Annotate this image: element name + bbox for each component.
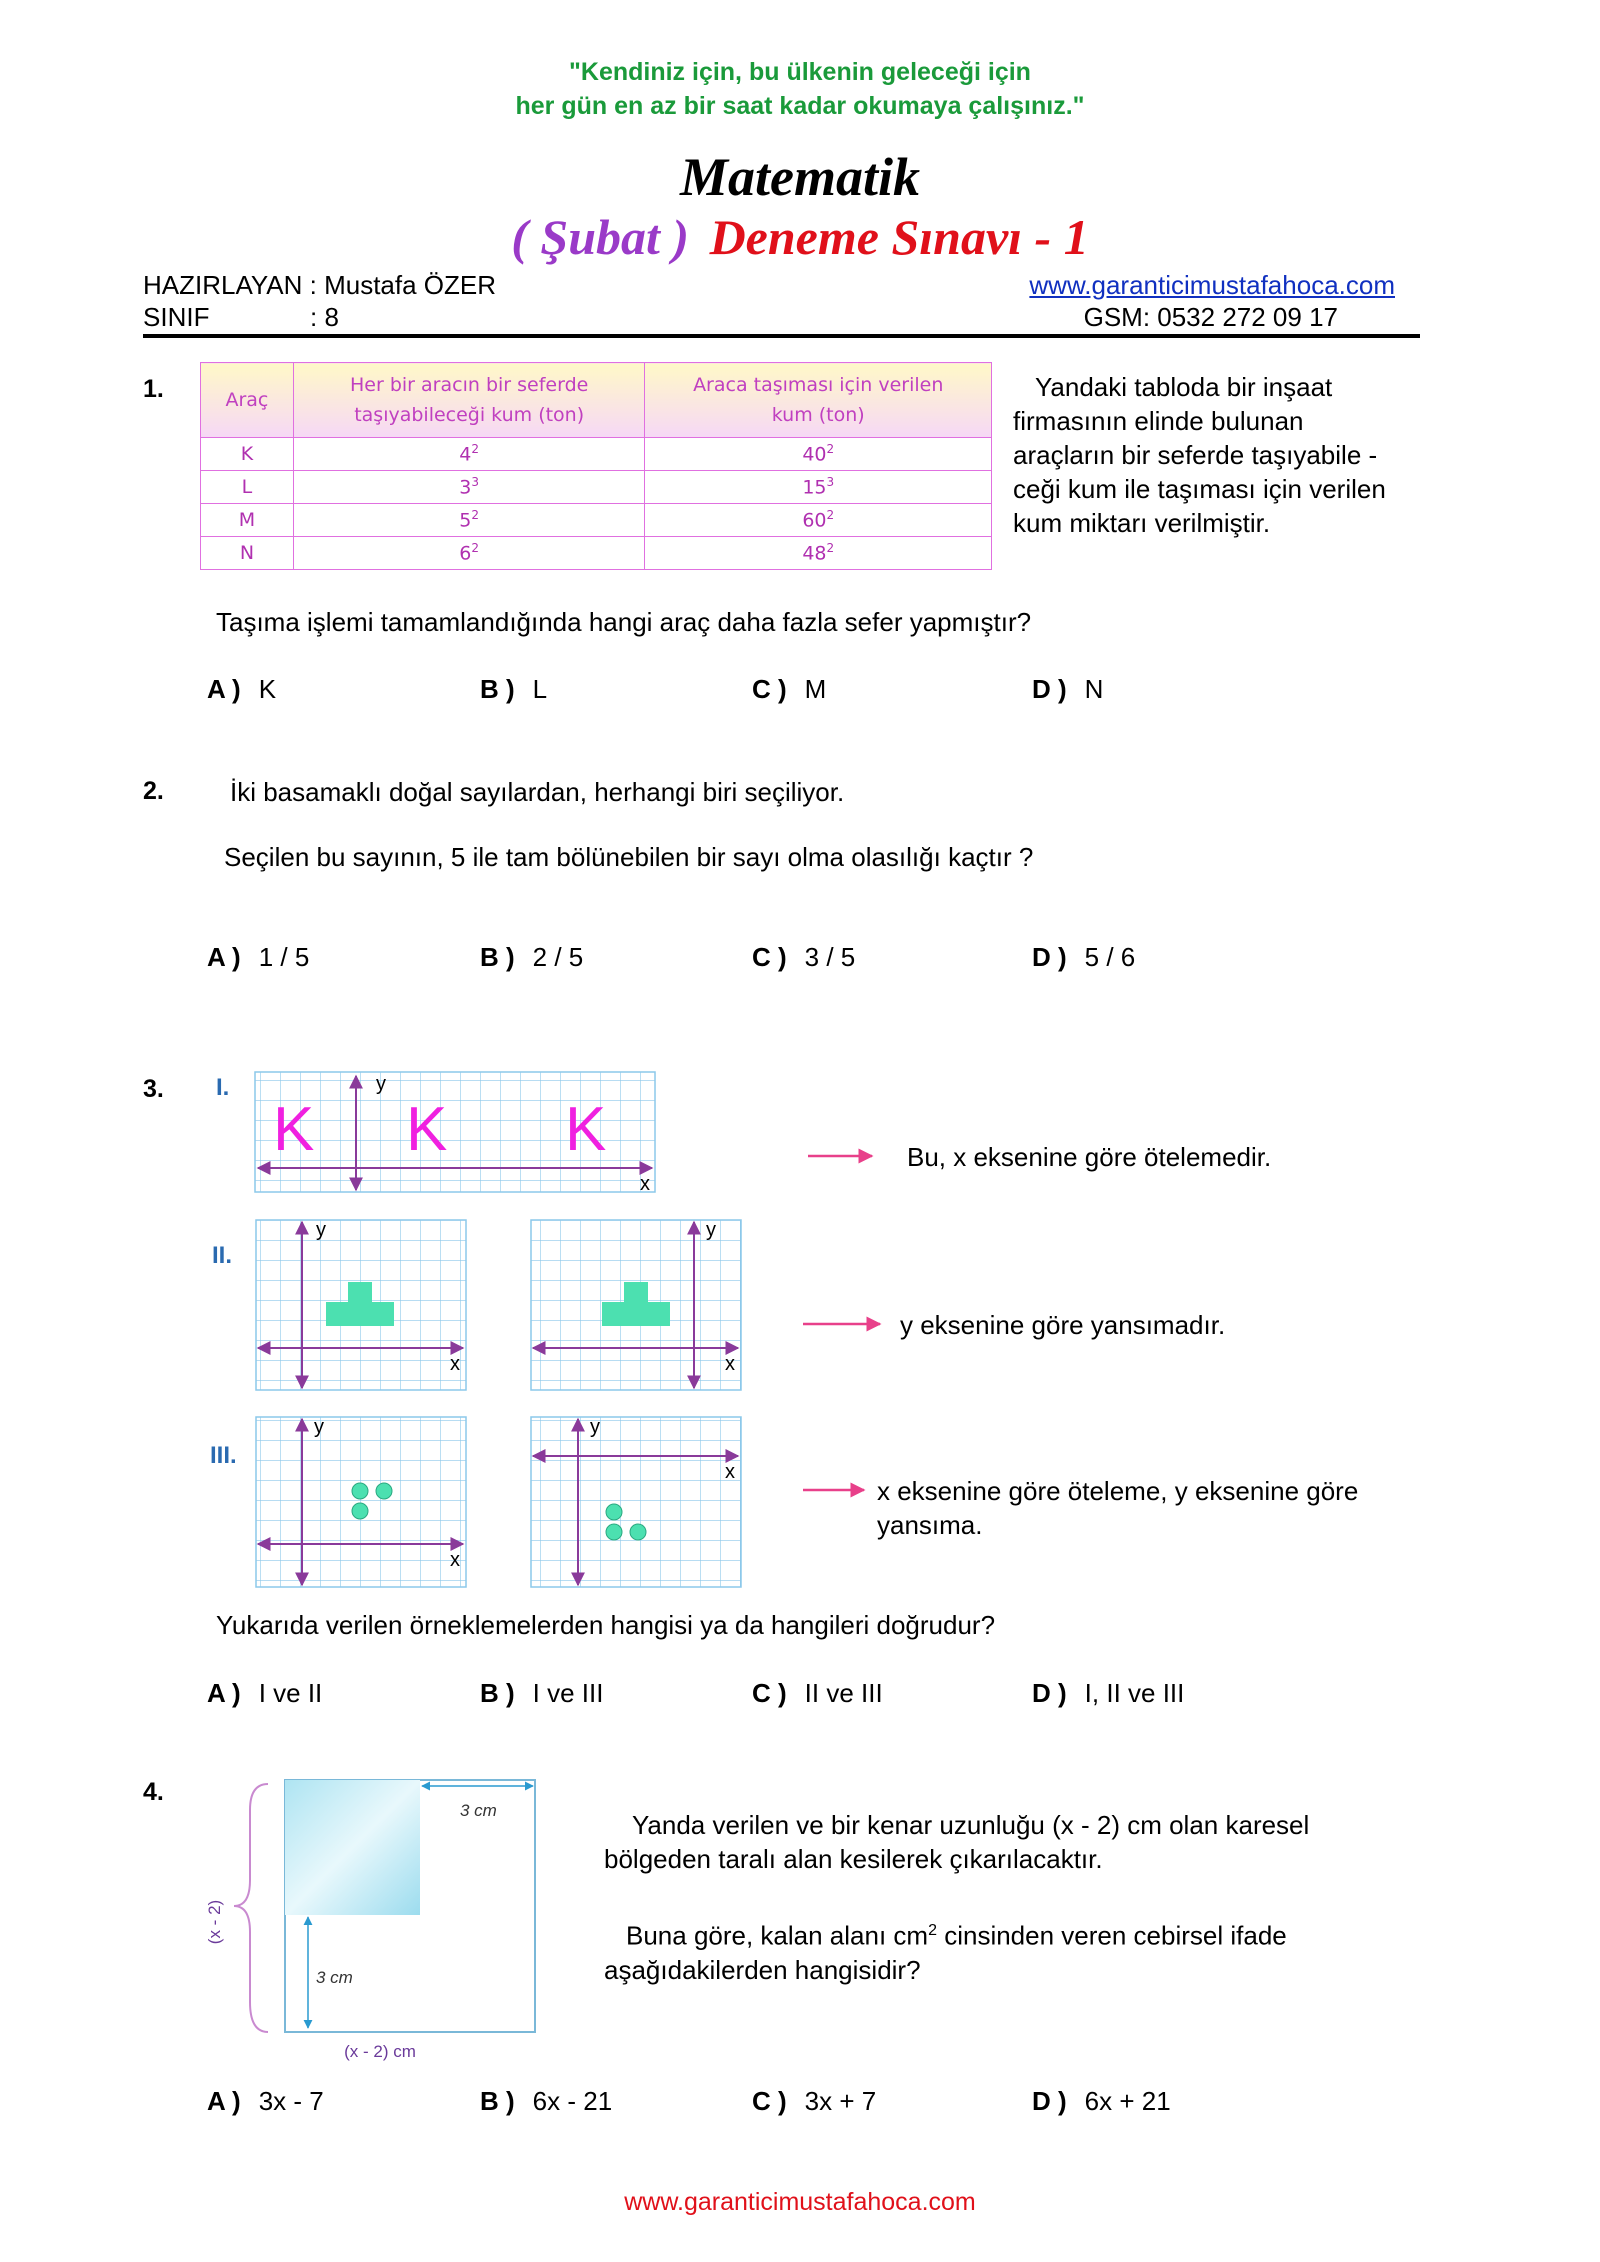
q4-text	[604, 1808, 1309, 1987]
q1-option-b[interactable]: B ) L	[480, 674, 548, 704]
q1-cell-given: $60^2$	[645, 504, 992, 537]
q2-option-c[interactable]: C ) 3 / 5	[752, 942, 856, 972]
q1-cell-arac: K	[201, 438, 294, 471]
q3-grid-2a	[256, 1219, 466, 1390]
q3-letter-k: K	[565, 1095, 607, 1164]
q2-option-d[interactable]: D ) 5 / 6	[1032, 942, 1136, 972]
q1-desc-line: kum miktarı verilmiştir.	[1013, 508, 1271, 538]
q4-option-d[interactable]: D ) 6x + 21	[1032, 2086, 1171, 2116]
q3-grid-3b	[531, 1416, 741, 1587]
footer-website-link[interactable]: www.garanticimustafahoca.com	[624, 2188, 976, 2216]
q1-desc-line: araçların bir seferde taşıyabile -	[1013, 440, 1378, 470]
q1-cell-arac: N	[201, 537, 294, 570]
grade-value: : 8	[310, 302, 339, 332]
q2-text-2: Seçilen bu sayının, 5 ile tam bölünebilen bir sayı olma olasılığı kaçtır ?	[224, 842, 1034, 872]
q4-shaded-area	[285, 1780, 420, 1915]
q3-letter-k: K	[273, 1095, 315, 1164]
motto-line-2: her gün en az bir saat kadar okumaya çalışınız."	[515, 92, 1085, 120]
q1-cell-given: $48^2$	[645, 537, 992, 570]
q1-header-arac: Araç	[201, 363, 294, 438]
q4-text-line: Yanda verilen ve bir kenar uzunluğu (x - 2) cm olan karesel	[632, 1810, 1310, 1840]
exam-name: Deneme Sınavı - 1	[709, 209, 1089, 265]
q1-cell-capacity: $6^2$	[293, 537, 645, 570]
q1-option-a[interactable]: A ) K	[207, 674, 277, 704]
q4-bottom-label: (x - 2) cm	[344, 2042, 416, 2061]
q3-axis-y-label: y	[706, 1219, 716, 1241]
q1-option-d[interactable]: D ) N	[1032, 674, 1104, 704]
q3-option-d[interactable]: D ) I, II ve III	[1032, 1678, 1185, 1708]
q1-desc-line: Yandaki tabloda bir inşaat	[1035, 372, 1333, 402]
q1-cell-capacity: $5^2$	[293, 504, 645, 537]
q2-text-1: İki basamaklı doğal sayılardan, herhangi biri seçiliyor.	[230, 777, 845, 807]
q1-desc-line: ceği kum ile taşıması için verilen	[1013, 474, 1386, 504]
q1-cell-given: $40^2$	[645, 438, 992, 471]
q3-grid-3a	[256, 1416, 466, 1587]
q3-statement-3: x eksenine göre öteleme, y eksenine göre	[877, 1476, 1359, 1506]
q1-cell-arac: L	[201, 471, 294, 504]
q3-axis-y-label: y	[590, 1416, 600, 1438]
q4-dim-label: 3 cm	[460, 1801, 497, 1820]
q3-roman-3: III.	[210, 1442, 237, 1469]
q1-header-given: Araca taşıması için verilen kum (ton)	[645, 363, 992, 438]
q4-figure	[190, 1770, 570, 2070]
q3-grid-1	[255, 1072, 655, 1195]
q1-cell-capacity: $3^3$	[293, 471, 645, 504]
q4-text-line: aşağıdakilerden hangisidir?	[604, 1954, 921, 1985]
q3-letter-k: K	[406, 1095, 448, 1164]
q4-text-line: bölgeden taralı alan kesilerek çıkarılacaktır.	[604, 1844, 1103, 1874]
exam-month: ( Şubat )	[511, 209, 690, 265]
q1-question: Taşıma işlemi tamamlandığında hangi araç daha fazla sefer yapmıştır?	[216, 607, 1032, 637]
q3-question: Yukarıda verilen örneklemelerden hangisi ya da hangileri doğrudur?	[216, 1610, 996, 1640]
motto-line-1: "Kendiniz için, bu ülkenin geleceği için	[569, 58, 1031, 86]
q4-option-a[interactable]: A ) 3x - 7	[207, 2086, 324, 2116]
q1-cell-capacity: $4^2$	[293, 438, 645, 471]
q3-option-a[interactable]: A ) I ve II	[207, 1678, 323, 1708]
q4-text-line: Buna göre, kalan alanı $cm^2$ cinsinden veren cebirsel ifade	[626, 1920, 1287, 1951]
q1-desc-line: firmasının elinde bulunan	[1013, 406, 1304, 436]
author: HAZIRLAYAN : Mustafa ÖZER	[143, 270, 497, 300]
q3-statement-3b: yansıma.	[877, 1510, 983, 1540]
grade-label: SINIF	[143, 302, 210, 332]
q4-number: 4.	[143, 1778, 164, 1806]
q3-number: 3.	[143, 1075, 164, 1103]
phone: GSM: 0532 272 09 17	[1083, 302, 1338, 332]
q1-option-c[interactable]: C ) M	[752, 674, 827, 704]
q4-side-label: (x - 2)	[205, 1899, 224, 1945]
q2-option-a[interactable]: A ) 1 / 5	[207, 942, 310, 972]
page-title: Matematik	[680, 147, 920, 207]
q3-roman-1: I.	[216, 1074, 230, 1101]
q1-cell-given: $15^3$	[645, 471, 992, 504]
q4-dim-label: 3 cm	[316, 1968, 353, 1987]
q3-axis-y-label: y	[314, 1416, 324, 1438]
q4-option-b[interactable]: B ) 6x - 21	[480, 2086, 613, 2116]
q3-axis-x-label: x	[450, 1549, 460, 1571]
q4-option-c[interactable]: C ) 3x + 7	[752, 2086, 877, 2116]
q3-statement-2: y eksenine göre yansımadır.	[900, 1310, 1226, 1340]
q3-axis-x-label: x	[725, 1461, 735, 1483]
q3-option-c[interactable]: C ) II ve III	[752, 1678, 883, 1708]
q3-grid-2b	[531, 1219, 741, 1390]
q3-option-b[interactable]: B ) I ve III	[480, 1678, 604, 1708]
q2-number: 2.	[143, 777, 164, 805]
q1-cell-arac: M	[201, 504, 294, 537]
q3-axis-y-label: y	[316, 1219, 326, 1241]
q3-axis-y-label: y	[376, 1073, 386, 1095]
q2-option-b[interactable]: B ) 2 / 5	[480, 942, 584, 972]
q3-axis-x-label: x	[640, 1173, 650, 1195]
q3-roman-2: II.	[212, 1242, 233, 1269]
q1-number: 1.	[143, 375, 164, 403]
header-website-link[interactable]: www.garanticimustafahoca.com	[1029, 270, 1395, 300]
q1-header-capacity: Her bir aracın bir seferde taşıyabileceği kum (ton)	[293, 363, 645, 438]
q3-statement-1: Bu, x eksenine göre ötelemedir.	[907, 1142, 1272, 1172]
q3-axis-x-label: x	[450, 1353, 460, 1375]
q3-axis-x-label: x	[725, 1353, 735, 1375]
